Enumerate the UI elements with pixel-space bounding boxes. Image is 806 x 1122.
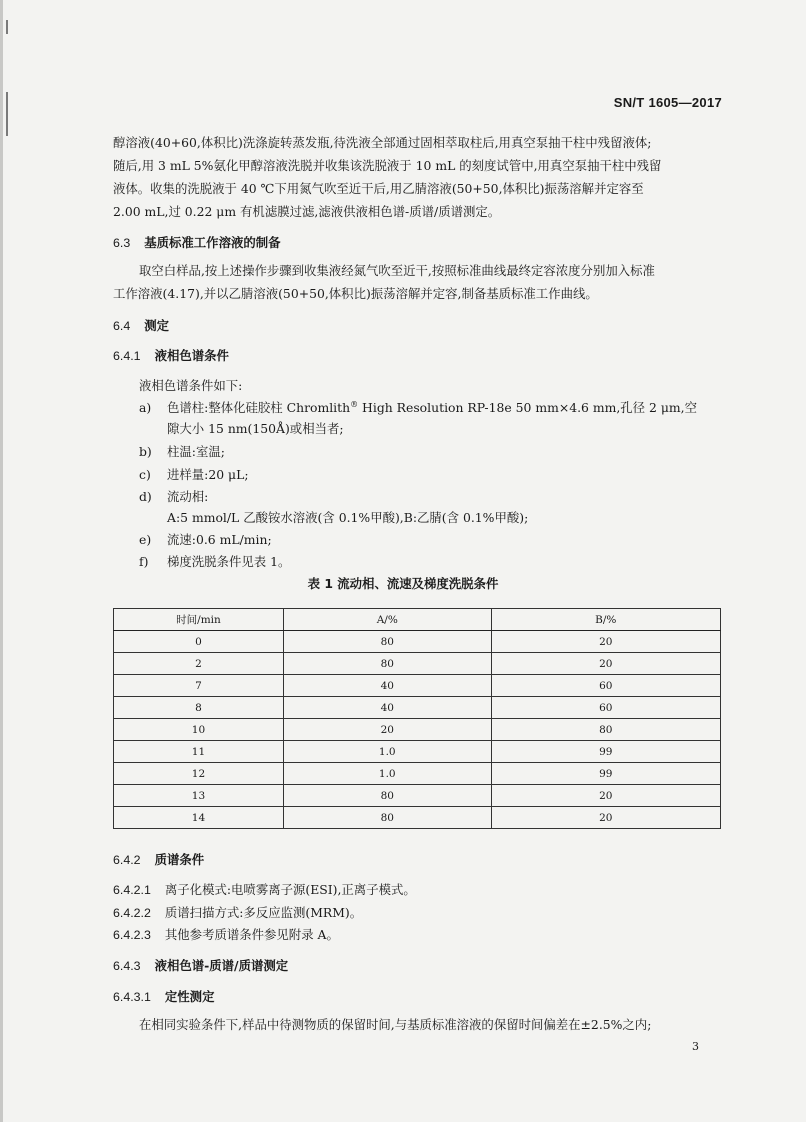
qualitative-text: 在相同实验条件下,样品中待测物质的保留时间,与基质标准溶液的保留时间偏差在±2.5%之内;: [139, 1017, 652, 1032]
table-row: [114, 741, 721, 763]
list-marker: a): [139, 400, 152, 415]
table-cell: 20: [491, 785, 720, 807]
table-cell: 1.0: [283, 741, 491, 763]
section-heading-6-4-3: [113, 956, 288, 974]
table-row: [114, 653, 721, 675]
intro-paragraph: [113, 131, 719, 223]
table-cell: 80: [283, 807, 491, 829]
table-header-cell: A/%: [283, 609, 491, 631]
table-row: [114, 785, 721, 807]
table-cell: 2: [114, 653, 284, 675]
text-line: 2.00 mL,过 0.22 μm 有机滤膜过滤,滤液供液相色谱-质谱/质谱测定。: [113, 204, 501, 219]
table-caption: 表 1 流动相、流速及梯度洗脱条件: [307, 576, 499, 591]
subsection-6-4-2-3: [113, 925, 339, 943]
text-line: 醇溶液(40+60,体积比)洗涤旋转蒸发瓶,待洗液全部通过固相萃取柱后,用真空泵抽干柱中残留液体;: [113, 135, 652, 150]
table-cell: 40: [283, 675, 491, 697]
list-item-d: [139, 487, 208, 505]
list-item-b: [139, 442, 225, 460]
section-number: 6.4.1: [113, 349, 141, 363]
table-cell: 14: [114, 807, 284, 829]
list-text: High Resolution RP-18e 50 mm×4.6 mm,孔径 2 μm,空: [358, 400, 697, 415]
section-heading-6-4-2: [113, 850, 204, 868]
section-heading-6-3: [113, 233, 281, 251]
section-6-3-paragraph: [113, 259, 719, 305]
list-item-c: [139, 465, 249, 483]
list-item-d-cont: A:5 mmol/L 乙酸铵水溶液(含 0.1%甲酸),B:乙腈(含 0.1%甲酸);: [167, 510, 529, 525]
table-header-row: [114, 609, 721, 631]
list-text: 流速:0.6 mL/min;: [167, 532, 272, 547]
list-text: 进样量:20 μL;: [167, 467, 249, 482]
table-cell: 0: [114, 631, 284, 653]
list-item-a: [139, 398, 697, 416]
table-cell: 20: [491, 631, 720, 653]
table-header-cell: B/%: [491, 609, 720, 631]
table-cell: 60: [491, 697, 720, 719]
list-text: 色谱柱:整体化硅胶柱 Chromlith: [167, 400, 351, 415]
list-item-f: [139, 552, 290, 570]
table-cell: 10: [114, 719, 284, 741]
list-item-a-cont: 隙大小 15 nm(150Å)或相当者;: [167, 421, 344, 436]
text-line: 随后,用 3 mL 5%氨化甲醇溶液洗脱并收集该洗脱液于 10 mL 的刻度试管中,用真空泵抽干柱中残留: [113, 158, 662, 173]
section-heading-6-4-1: [113, 346, 229, 364]
text-line: 取空白样品,按上述操作步骤到收集液经氮气吹至近干,按照标准曲线最终定容浓度分别加入标准: [139, 263, 655, 278]
subsection-6-4-2-1: [113, 880, 416, 898]
list-marker: f): [139, 554, 149, 569]
lc-conditions-lead: 液相色谱条件如下:: [139, 378, 243, 393]
table-cell: 80: [283, 785, 491, 807]
table-cell: 8: [114, 697, 284, 719]
table-cell: 80: [283, 653, 491, 675]
section-number: 6.4.2.1: [113, 883, 151, 897]
table-cell: 20: [491, 807, 720, 829]
table-cell: 80: [283, 631, 491, 653]
section-number: 6.4.3.1: [113, 990, 151, 1004]
subsection-text: 离子化模式:电喷雾离子源(ESI),正离子模式。: [164, 882, 416, 897]
list-text: 柱温:室温;: [167, 444, 225, 459]
gradient-table: [113, 608, 721, 829]
list-marker: c): [139, 467, 151, 482]
table-row: [114, 697, 721, 719]
section-number: 6.4.3: [113, 959, 141, 973]
table-cell: 12: [114, 763, 284, 785]
table-cell: 11: [114, 741, 284, 763]
table-cell: 99: [491, 763, 720, 785]
list-text: 梯度洗脱条件见表 1。: [167, 554, 291, 569]
section-number: 6.4.2.2: [113, 906, 151, 920]
section-title: 基质标准工作溶液的制备: [144, 235, 281, 250]
subsection-text: 其他参考质谱条件参见附录 A。: [164, 927, 339, 942]
document-id: SN/T 1605—2017: [613, 95, 722, 110]
text-line: 液体。收集的洗脱液于 40 ℃下用氮气吹至近干后,用乙腈溶液(50+50,体积比)振荡溶解并定容至: [113, 181, 644, 196]
table-header-cell: 时间/min: [114, 609, 284, 631]
section-number: 6.3: [113, 236, 131, 250]
table-cell: 20: [283, 719, 491, 741]
section-number: 6.4: [113, 319, 131, 333]
section-heading-6-4: [113, 316, 169, 334]
list-item-e: [139, 530, 272, 548]
table-cell: 13: [114, 785, 284, 807]
list-text: 流动相:: [167, 489, 209, 504]
table-cell: 1.0: [283, 763, 491, 785]
table-row: [114, 807, 721, 829]
section-title: 定性测定: [164, 989, 215, 1004]
table-row: [114, 631, 721, 653]
list-marker: d): [139, 489, 152, 504]
table-cell: 80: [491, 719, 720, 741]
subsection-text: 质谱扫描方式:多反应监测(MRM)。: [164, 905, 363, 920]
registered-mark: ®: [350, 399, 359, 409]
section-heading-6-4-3-1: [113, 987, 214, 1005]
section-number: 6.4.2.3: [113, 928, 151, 942]
section-title: 测定: [144, 318, 170, 333]
scan-mark: [6, 20, 8, 34]
table-cell: 60: [491, 675, 720, 697]
list-marker: b): [139, 444, 152, 459]
table-row: [114, 675, 721, 697]
table-row: [114, 719, 721, 741]
scan-edge: [0, 0, 3, 1122]
section-number: 6.4.2: [113, 853, 141, 867]
table-cell: 40: [283, 697, 491, 719]
list-marker: e): [139, 532, 152, 547]
table-cell: 7: [114, 675, 284, 697]
section-title: 液相色谱-质谱/质谱测定: [154, 958, 289, 973]
table-cell: 20: [491, 653, 720, 675]
table-row: [114, 763, 721, 785]
table-cell: 99: [491, 741, 720, 763]
subsection-6-4-2-2: [113, 903, 362, 921]
section-title: 质谱条件: [154, 852, 205, 867]
scan-mark: [6, 92, 8, 136]
section-title: 液相色谱条件: [154, 348, 229, 363]
page-number: 3: [692, 1040, 699, 1053]
text-line: 工作溶液(4.17),并以乙腈溶液(50+50,体积比)振荡溶解并定容,制备基质标准工作曲线。: [113, 286, 598, 301]
